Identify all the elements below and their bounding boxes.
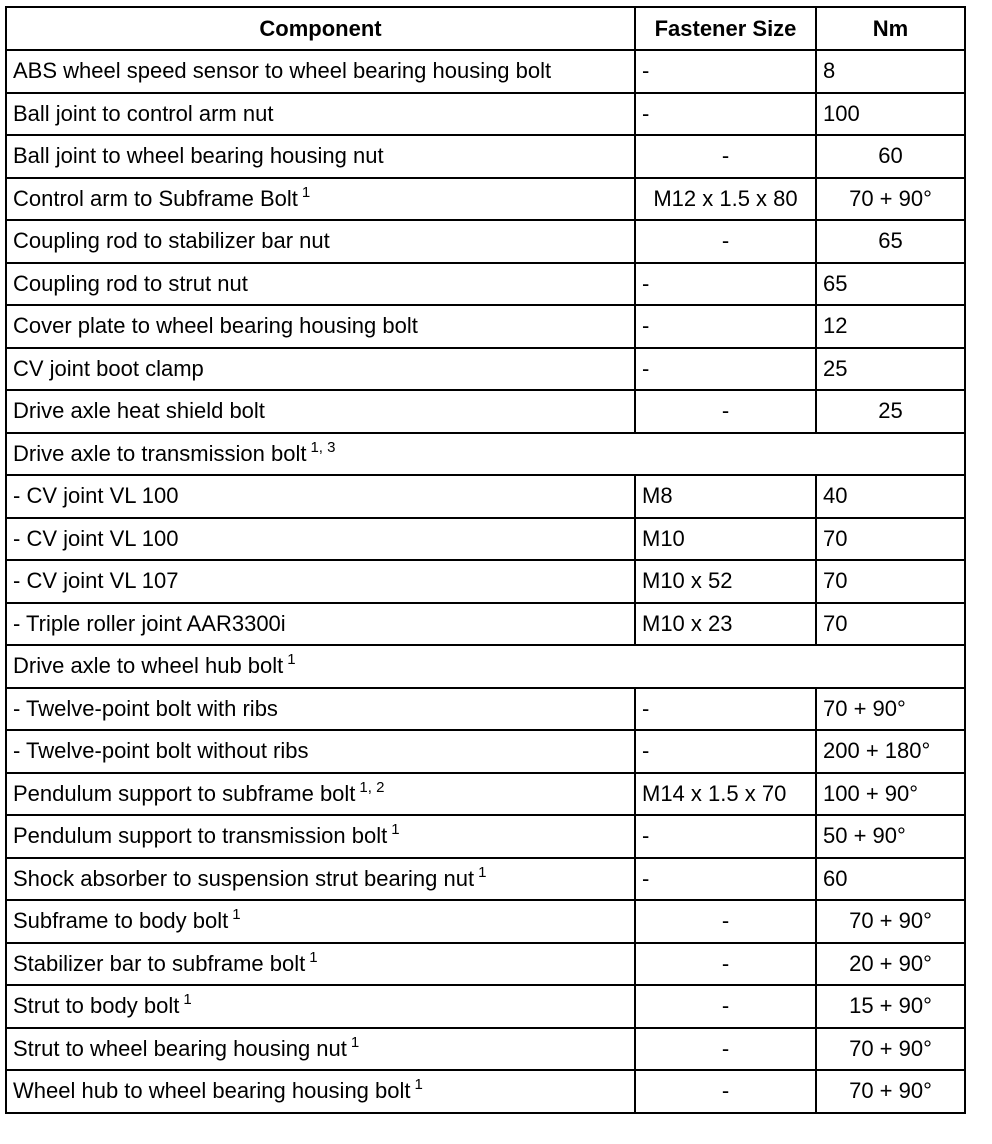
table-row [6,943,965,986]
fastener-size-cell: - [635,348,816,391]
fastener-size-cell: - [635,390,816,433]
component-text: Subframe to body bolt [13,908,229,934]
component-cell [6,1028,635,1071]
footnote-marker: 1 [350,1033,360,1051]
nm-cell: 100 [816,93,965,136]
table-row [6,985,965,1028]
footnote-marker: 1 [391,821,400,839]
section-row [6,433,965,476]
nm-cell: 60 [816,858,965,901]
footnote-marker: 1 [414,1076,423,1094]
section-row [6,645,965,688]
nm-cell: 70 [816,603,965,646]
nm-cell: 60 [816,135,965,178]
header-nm: Nm [816,7,965,50]
footnote-marker: 1, 2 [359,778,385,796]
component-text: - CV joint VL 107 [13,568,179,594]
nm-cell: 70 + 90° [816,900,965,943]
table-row [6,603,965,646]
component-text: Drive axle heat shield bolt [13,398,265,424]
footnote-marker: 1 [478,863,487,881]
component-text: - Twelve-point bolt with ribs [13,695,278,721]
component-text: Ball joint to control arm nut [13,100,274,126]
component-cell [6,348,635,391]
component-text: Drive axle to transmission bolt [13,440,307,466]
nm-cell: 25 [816,348,965,391]
footnote-marker: 1, 3 [310,438,336,456]
nm-cell: 20 + 90° [816,943,965,986]
component-text: Pendulum support to subframe bolt [13,780,356,806]
fastener-size-cell: M14 x 1.5 x 70 [635,773,816,816]
fastener-size-cell: M8 [635,475,816,518]
table-row [6,348,965,391]
component-text: Strut to wheel bearing housing nut [13,1035,347,1061]
component-cell [6,560,635,603]
component-text: CV joint boot clamp [13,355,204,381]
nm-cell: 70 [816,560,965,603]
component-cell [6,433,965,476]
component-text: Drive axle to wheel hub bolt [13,653,284,679]
nm-cell: 70 + 90° [816,688,965,731]
footnote-marker: 1 [232,906,241,924]
nm-cell: 25 [816,390,965,433]
footnote-marker: 1 [309,948,318,966]
header-component: Component [6,7,635,50]
component-text: ABS wheel speed sensor to wheel bearing housing bolt [13,58,552,84]
component-cell [6,985,635,1028]
fastener-size-cell: - [635,135,816,178]
table-row [6,900,965,943]
component-cell [6,305,635,348]
table-header [6,7,965,50]
nm-cell: 70 + 90° [816,1028,965,1071]
fastener-size-cell: - [635,730,816,773]
nm-cell: 70 + 90° [816,178,965,221]
footnote-marker: 1 [287,651,296,669]
nm-cell: 200 + 180° [816,730,965,773]
component-cell [6,900,635,943]
fastener-size-cell: - [635,263,816,306]
component-cell [6,1070,635,1113]
nm-cell: 8 [816,50,965,93]
table-row [6,135,965,178]
fastener-size-cell: - [635,1070,816,1113]
component-cell [6,730,635,773]
component-text: Control arm to Subframe Bolt [13,185,298,211]
table-row [6,93,965,136]
fastener-size-cell: M10 [635,518,816,561]
component-text: Stabilizer bar to subframe bolt [13,950,306,976]
component-text: Wheel hub to wheel bearing housing bolt [13,1078,411,1104]
table-row [6,1070,965,1113]
table-row [6,858,965,901]
table-body [6,50,965,1113]
footnote-marker: 1 [301,183,311,201]
fastener-size-cell: - [635,305,816,348]
component-cell [6,178,635,221]
nm-cell: 12 [816,305,965,348]
component-cell [6,603,635,646]
component-text: Ball joint to wheel bearing housing nut [13,143,384,169]
fastener-size-cell: - [635,985,816,1028]
component-cell [6,518,635,561]
table-row [6,305,965,348]
nm-cell: 65 [816,263,965,306]
component-cell [6,263,635,306]
component-text: - CV joint VL 100 [13,525,179,551]
component-text: Shock absorber to suspension strut bearing nut [13,865,475,891]
fastener-size-cell: - [635,1028,816,1071]
component-cell [6,50,635,93]
component-cell [6,943,635,986]
component-cell [6,93,635,136]
component-cell [6,645,965,688]
fastener-size-cell: M12 x 1.5 x 80 [635,178,816,221]
component-cell [6,688,635,731]
table-row [6,50,965,93]
fastener-size-cell: - [635,858,816,901]
component-cell [6,475,635,518]
footnote-marker: 1 [183,991,192,1009]
fastener-size-cell: - [635,815,816,858]
component-text: Pendulum support to transmission bolt [13,823,388,849]
component-cell [6,815,635,858]
fastener-size-cell: - [635,93,816,136]
table-row [6,815,965,858]
table-row [6,390,965,433]
torque-specification-table [5,6,966,1114]
nm-cell: 65 [816,220,965,263]
component-cell [6,135,635,178]
component-cell [6,220,635,263]
fastener-size-cell: - [635,688,816,731]
table-row [6,773,965,816]
fastener-size-cell: - [635,50,816,93]
table-row [6,475,965,518]
table-row [6,1028,965,1071]
header-row [6,7,965,50]
component-text: Cover plate to wheel bearing housing bolt [13,313,418,339]
nm-cell: 40 [816,475,965,518]
nm-cell: 70 + 90° [816,1070,965,1113]
nm-cell: 50 + 90° [816,815,965,858]
table-row [6,518,965,561]
fastener-size-cell: - [635,943,816,986]
component-cell [6,773,635,816]
table-row [6,730,965,773]
table-row [6,178,965,221]
component-text: - Triple roller joint AAR3300i [13,610,286,636]
table-row [6,263,965,306]
nm-cell: 70 [816,518,965,561]
table-row [6,688,965,731]
fastener-size-cell: - [635,220,816,263]
nm-cell: 100 + 90° [816,773,965,816]
component-text: Coupling rod to stabilizer bar nut [13,228,330,254]
fastener-size-cell: M10 x 23 [635,603,816,646]
component-text: Coupling rod to strut nut [13,270,248,296]
fastener-size-cell: - [635,900,816,943]
component-text: Strut to body bolt [13,993,180,1019]
component-cell [6,858,635,901]
component-text: - Twelve-point bolt without ribs [13,738,309,764]
header-fastener-size: Fastener Size [635,7,816,50]
table-row [6,220,965,263]
component-text: - CV joint VL 100 [13,483,179,509]
table-row [6,560,965,603]
nm-cell: 15 + 90° [816,985,965,1028]
component-cell [6,390,635,433]
fastener-size-cell: M10 x 52 [635,560,816,603]
